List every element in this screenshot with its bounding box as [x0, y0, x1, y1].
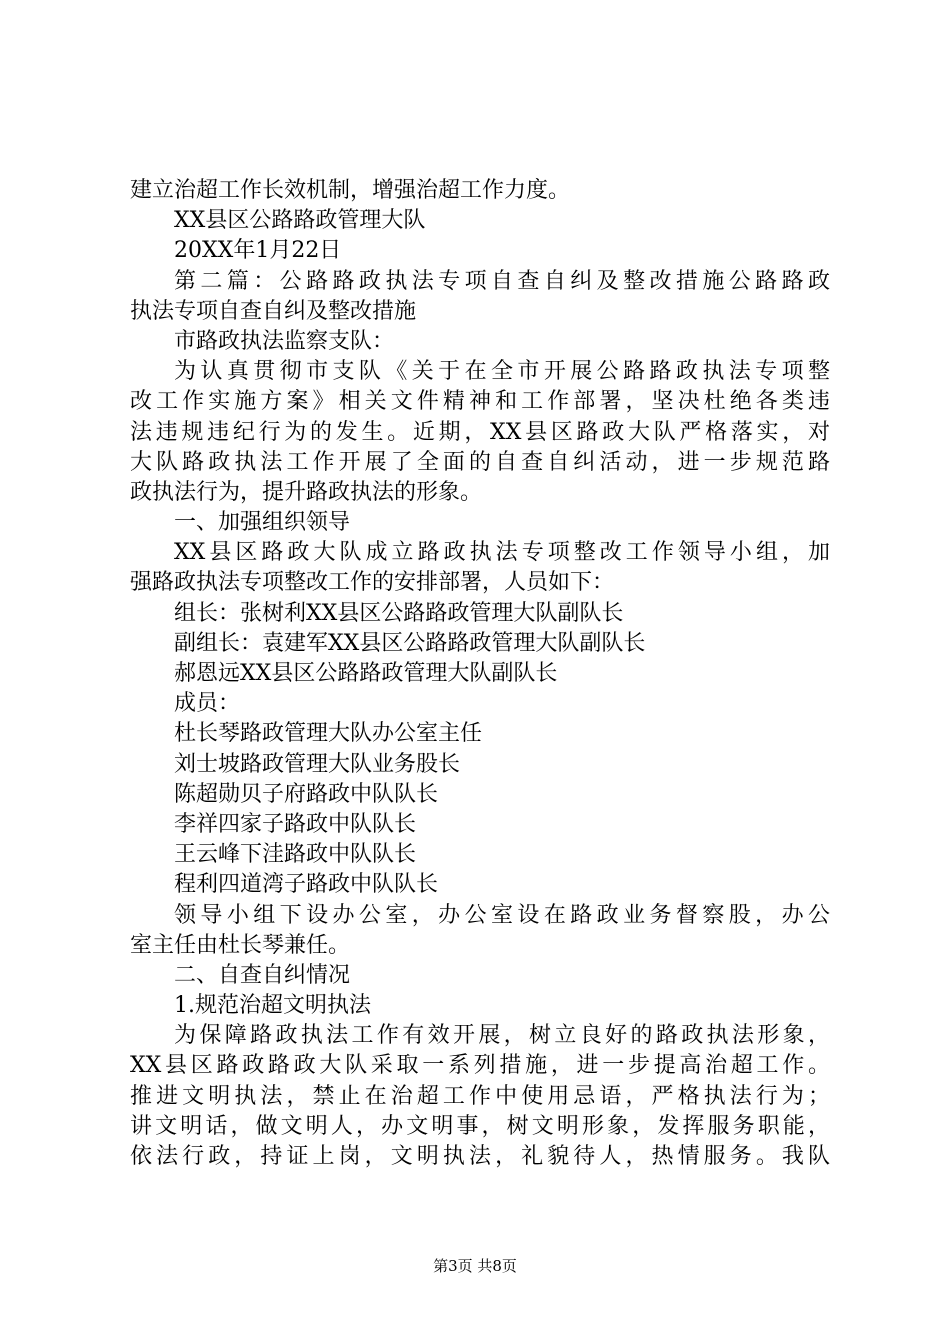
- text-line: 改工作实施方案》相关文件精神和工作部署，坚决杜绝各类违: [130, 389, 830, 415]
- text-line: 第二篇：公路路政执法专项自查自纠及整改措施公路路政: [174, 268, 830, 294]
- text-line: 刘士坡路政管理大队业务股长: [174, 751, 461, 777]
- text-line: 王云峰下洼路政中队队长: [174, 842, 417, 868]
- text-line: 为保障路政执法工作有效开展，树立良好的路政执法形象，: [174, 1023, 830, 1049]
- text-line: 强路政执法专项整改工作的安排部署，人员如下：: [130, 570, 615, 596]
- text-line: 为认真贯彻市支队《关于在全市开展公路路政执法专项整: [174, 359, 830, 385]
- text-line: 建立治超工作长效机制，增强治超工作力度。: [130, 178, 571, 203]
- text-line: 20XX年1月22日: [174, 238, 342, 264]
- text-line: 领导小组下设办公室，办公室设在路政业务督察股，办公: [174, 902, 830, 928]
- text-line: 推进文明执法，禁止在治超工作中使用忌语，严格执法行为；: [130, 1083, 830, 1109]
- text-line: 二、自查自纠情况: [174, 962, 351, 988]
- text-line: 组长：张树利XX县区公路路政管理大队副队长: [174, 600, 624, 626]
- text-line: 依法行政，持证上岗，文明执法，礼貌待人，热情服务。我队: [130, 1144, 830, 1169]
- text-line: 市路政执法监察支队：: [174, 328, 395, 354]
- text-line: 郝恩远XX县区公路路政管理大队副队长: [174, 661, 558, 686]
- document-body: [130, 176, 830, 1172]
- text-line: XX县区路政路政大队采取一系列措施，进一步提高治超工作。: [130, 1053, 830, 1079]
- text-line: 陈超勋贝子府路政中队队长: [174, 781, 439, 807]
- text-line: 大队路政执法工作开展了全面的自查自纠活动，进一步规范路: [130, 449, 830, 475]
- text-line: 成员：: [174, 691, 241, 717]
- text-line: 一、加强组织领导: [174, 510, 351, 536]
- text-line: 1.规范治超文明执法: [174, 993, 371, 1019]
- text-line: XX县区路政大队成立路政执法专项整改工作领导小组，加: [174, 540, 830, 566]
- text-line: 政执法行为，提升路政执法的形象。: [130, 479, 483, 505]
- page-footer: 第3页 共8页: [433, 1257, 517, 1275]
- text-line: 副组长：袁建军XX县区公路路政管理大队副队长: [174, 630, 646, 656]
- text-line: 杜长琴路政管理大队办公室主任: [174, 721, 483, 747]
- text-line: XX县区公路路政管理大队: [174, 208, 426, 234]
- text-line: 法违规违纪行为的发生。近期，XX县区路政大队严格落实，对: [130, 419, 830, 445]
- text-line: 程利四道湾子路政中队队长: [174, 872, 439, 898]
- text-line: 李祥四家子路政中队队长: [174, 811, 417, 837]
- text-line: 室主任由杜长琴兼任。: [130, 932, 351, 958]
- text-line: 讲文明话，做文明人，办文明事，树文明形象，发挥服务职能，: [130, 1113, 830, 1139]
- text-line: 执法专项自查自纠及整改措施: [130, 298, 417, 324]
